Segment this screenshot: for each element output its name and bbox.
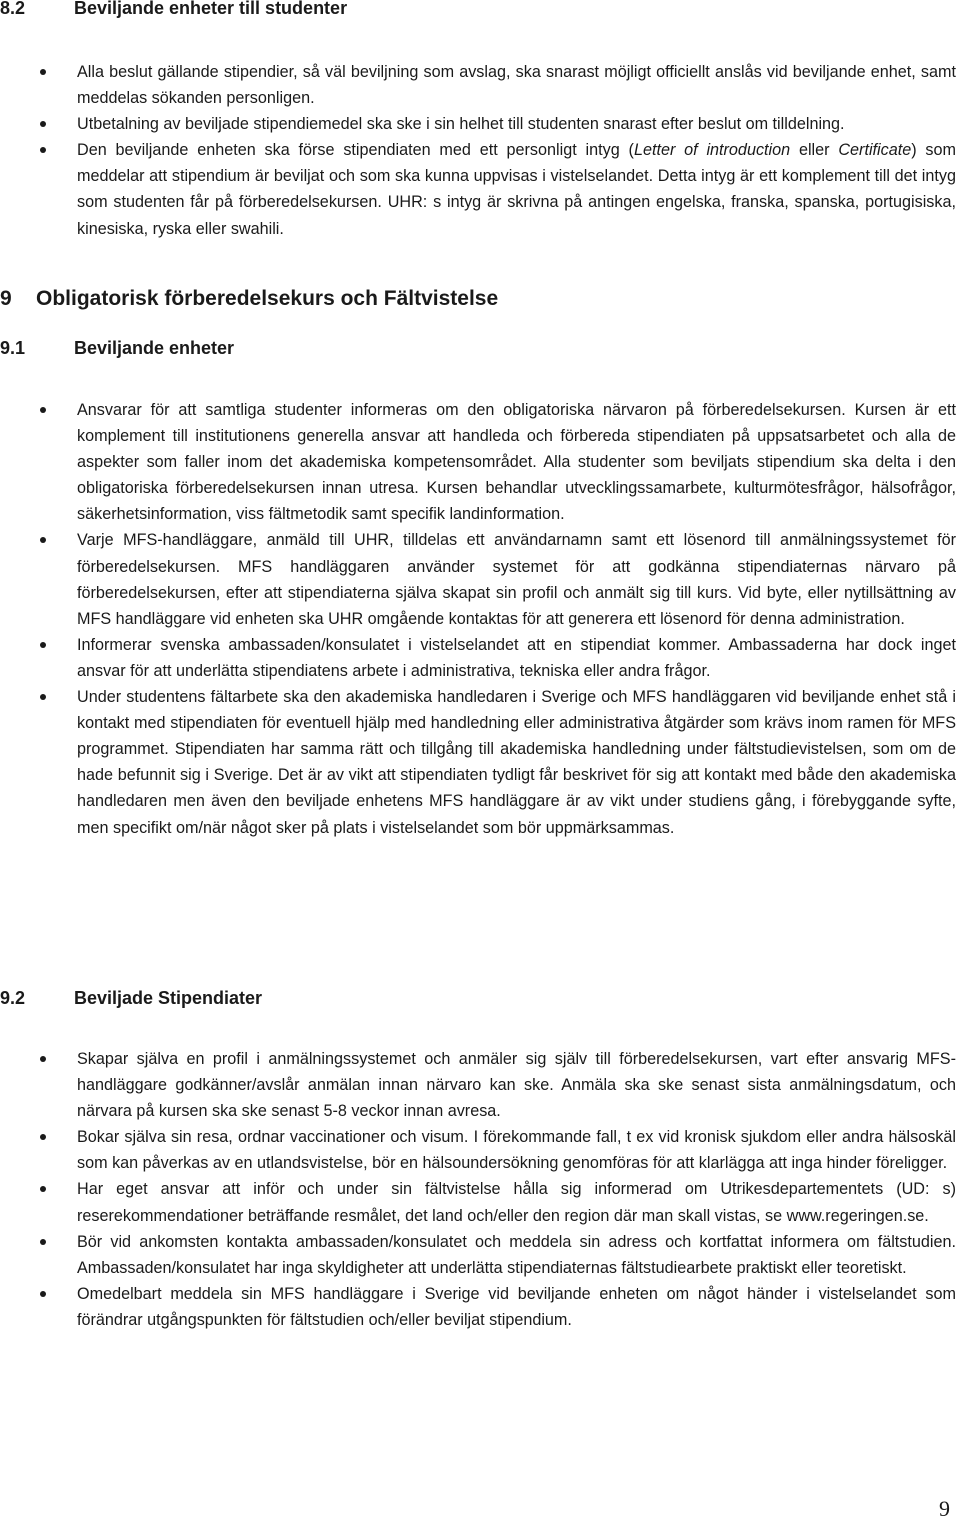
bullet-icon — [40, 407, 46, 413]
italic-term: Certificate — [838, 141, 912, 160]
bullet-icon — [40, 1134, 46, 1140]
bullet-icon — [40, 537, 46, 543]
section-9-2-number: 9.2 — [0, 988, 26, 1008]
bullet-icon — [40, 694, 46, 700]
list-item: Skapar själva en profil i anmälningssystemet och anmäler sig själv till förberedelsekursen, vart efter ansvarig MFS-handläggare godkänner/avslår anmälan innan närvaro kan ske. Anmäla ska ske senast sista anmälningsdatum, och närvara på kursen ska ske senast 5-8 veckor innan avresa. — [0, 1046, 956, 1124]
list-item: Ansvarar för att samtliga studenter informeras om den obligatoriska närvaron på förberedelsekursen. Kursen är ett komplement till institutionens generella ansvar att handleda och förbereda stipendiaten på uppsatsarbetet och alla de aspekter som faller inom det akademiska kompetensområdet. Alla studenter som beviljats stipendium ska delta i den obligatoriska förberedelsekursen innan utresa. Kursen behandlar utvecklingssamarbete, kulturmötesfrågor, hälsofrågor, säkerhetsinformation, viss fältmetodik samt specifik landinformation. — [0, 397, 956, 527]
list-item: Utbetalning av beviljade stipendiemedel ska ske i sin helhet till studenten snarast efter beslut om tilldelning. — [0, 111, 956, 137]
bullet-icon — [40, 1239, 46, 1245]
section-8-2-title: Beviljande enheter till studenter — [74, 0, 348, 18]
italic-term: Letter of introduction — [633, 141, 791, 160]
section-9-1-number: 9.1 — [0, 338, 26, 358]
bullet-icon — [40, 121, 46, 127]
section-9-1-title: Beviljande enheter — [74, 338, 235, 358]
list-item: Informerar svenska ambassaden/konsulatet i vistelselandet att en stipendiat kommer. Ambassaderna har dock inget ansvar för att underlätta stipendiatens arbete i administrativa, tekniska eller andra frågor. — [0, 632, 956, 684]
bullet-icon — [40, 1056, 46, 1062]
bullet-icon — [40, 642, 46, 648]
list-item: Har eget ansvar att inför och under sin fältvistelse hålla sig informerad om Utrikesdepartementets (UD: s) reserekommendationer beträffande resmålet, det land och/eller den region där man skall vistas, se www.regeringen.se. — [0, 1176, 956, 1228]
section-9-number: 9 — [0, 287, 12, 310]
section-9-1-list — [0, 397, 956, 841]
section-9-title: Obligatorisk förberedelsekurs och Fältvistelse — [36, 287, 499, 310]
section-8-2-number: 8.2 — [0, 0, 26, 18]
page-number: 9 — [939, 1496, 950, 1521]
bullet-icon — [40, 1186, 46, 1192]
bullet-icon — [40, 147, 46, 153]
list-item: Bör vid ankomsten kontakta ambassaden/konsulatet och meddela sin adress och kortfattat informera om fältstudien. Ambassaden/konsulatet har inga skyldigheter att underlätta stipendiaternas fältstudiearbete praktiskt eller teoretiskt. — [0, 1229, 956, 1281]
list-item: Den beviljande enheten ska förse stipendiaten med ett personligt intyg (Letter of introduction eller Certificate) som meddelar att stipendium är beviljat och som ska kunna uppvisas i vistelselandet. Detta intyg är ett komplement till det intyg som studenten får på förberedelsekursen. UHR: s intyg är skrivna på antingen engelska, franska, spanska, portugisiska, kinesiska, ryska eller swahili. — [0, 137, 956, 241]
section-9-2-title: Beviljade Stipendiater — [74, 988, 263, 1008]
list-item: Bokar själva sin resa, ordnar vaccinationer och visum. I förekommande fall, t ex vid kronisk sjukdom eller andra hälsoskäl som kan påverkas av en utlandsvistelse, bör en hälsoundersökning genomföras för att klarlägga att inga hinder föreligger. — [0, 1124, 956, 1176]
list-item: Varje MFS-handläggare, anmäld till UHR, tilldelas ett användarnamn samt ett lösenord till anmälningssystemet för förberedelsekursen. MFS handläggaren använder systemet för att godkänna stipendiaternas närvaro på förberedelsekursen, efter att stipendiaterna själva skapat sin profil och anmält sig till kurs. Vid byte, eller nytillsättning av MFS handläggare vid enheten ska UHR omgående kontaktas för att generera ett lösenord för denna administration. — [0, 527, 956, 631]
section-9-2-list — [0, 1046, 956, 1333]
list-item: Under studentens fältarbete ska den akademiska handledaren i Sverige och MFS handläggaren vid beviljande enhet stå i kontakt med stipendiaten för eventuell hjälp med handledning eller administrativa åtgärder som krävs inom ramen för MFS programmet. Stipendiaten har samma rätt och tillgång till akademiska handledning under fältstudievistelsen, som om de hade befunnit sig i Sverige. Det är av vikt att stipendiaten tydligt får beskrivet för sig att kontakt med både den akademiska handledaren men även den beviljade enhetens MFS handläggare är av vikt under studiens gång, i förebyggande syfte, men specifikt om/när något sker på plats i vistelselandet som bör uppmärksammas. — [0, 684, 956, 841]
list-item: Omedelbart meddela sin MFS handläggare i Sverige vid beviljande enheten om något händer i vistelselandet som förändrar utgångspunkten för fältstudien och/eller beviljat stipendium. — [0, 1281, 956, 1333]
bullet-icon — [40, 69, 46, 75]
bullet-icon — [40, 1291, 46, 1297]
list-item: Alla beslut gällande stipendier, så väl beviljning som avslag, ska snarast möjligt officiellt anslås vid beviljande enhet, samt meddelas sökanden personligen. — [0, 59, 956, 111]
section-8-2-list — [0, 59, 956, 242]
